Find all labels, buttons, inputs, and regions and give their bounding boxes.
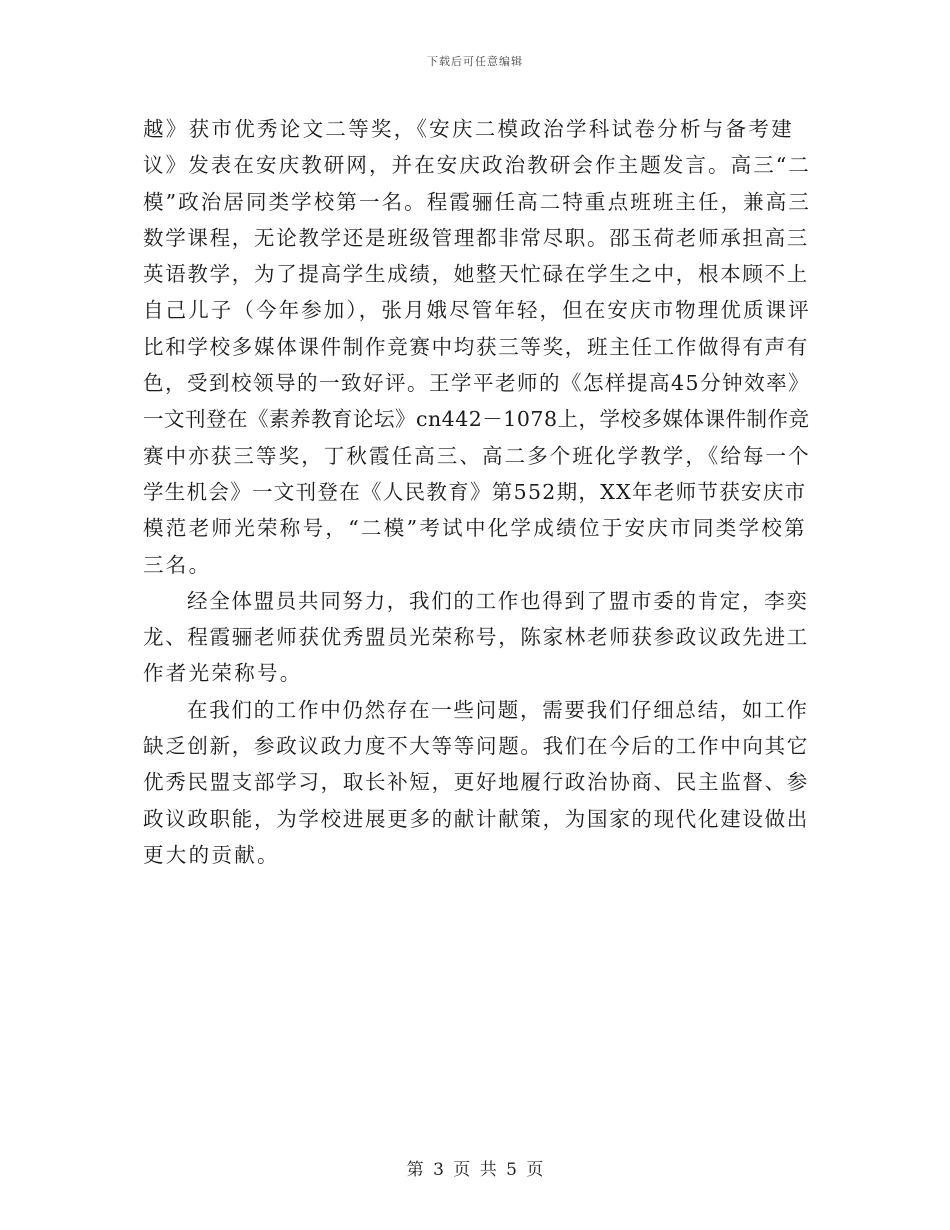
text-line: 比和学校多媒体课件制作竞赛中均获三等奖，班主任工作做得有声有 <box>143 334 809 359</box>
text-line: 一文刊登在《素养教育论坛》cn442－1078上，学校多媒体课件制作竞 <box>143 407 810 432</box>
text-line: 缺乏创新，参政议政力度不大等等问题。我们在今后的工作中向其它 <box>143 734 809 759</box>
text-line: 三名。 <box>143 552 212 577</box>
text-line: 数学课程，无论教学还是班级管理都非常尽职。邵玉荷老师承担高三 <box>143 225 809 250</box>
text-line: 议》发表在安庆教研网，并在安庆政治教研会作主题发言。高三“二 <box>143 153 811 178</box>
text-line: 越》获市优秀论文二等奖，《安庆二模政治学科试卷分析与备考建 <box>143 117 794 141</box>
text-line: 模”政治居同类学校第一名。程霞骊任高二特重点班班主任，兼高三 <box>143 189 811 214</box>
text-line: 模范老师光荣称号，“二模”考试中化学成绩位于安庆市同类学校第 <box>143 516 807 541</box>
text-line: 学生机会》一文刊登在《人民教育》第552期，XX年老师节获安庆市 <box>143 479 807 504</box>
text-line: 自己儿子（今年参加），张月娥尽管年轻，但在安庆市物理优质课评 <box>143 298 811 323</box>
page-number: 第 3 页 共 5 页 <box>406 1160 544 1180</box>
document-body <box>143 114 811 876</box>
text-line: 经全体盟员共同努力，我们的工作也得到了盟市委的肯定，李奕 <box>187 588 809 613</box>
text-line: 英语教学，为了提高学生成绩，她整天忙碌在学生之中，根本顾不上 <box>143 262 809 287</box>
text-line: 赛中亦获三等奖，丁秋霞任高三、高二多个班化学教学，《给每一个 <box>143 443 811 468</box>
text-line: 优秀民盟支部学习，取长补短，更好地履行政治协商、民主监督、参 <box>143 770 809 795</box>
paragraph-3 <box>143 695 811 871</box>
text-line: 在我们的工作中仍然存在一些问题，需要我们仔细总结，如工作 <box>187 697 809 722</box>
paragraph-1 <box>143 114 811 581</box>
text-line: 更大的贡献。 <box>143 842 280 867</box>
page-header: 下载后可任意编辑 <box>427 55 523 68</box>
text-line: 色，受到校领导的一致好评。王学平老师的《怎样提高45分钟效率》 <box>143 371 811 396</box>
text-line: 龙、程霞骊老师获优秀盟员光荣称号，陈家林老师获参政议政先进工 <box>143 625 809 650</box>
paragraph-2 <box>143 586 811 690</box>
text-line: 政议政职能，为学校进展更多的献计献策，为国家的现代化建设做出 <box>143 806 809 831</box>
text-line: 作者光荣称号。 <box>143 661 303 686</box>
